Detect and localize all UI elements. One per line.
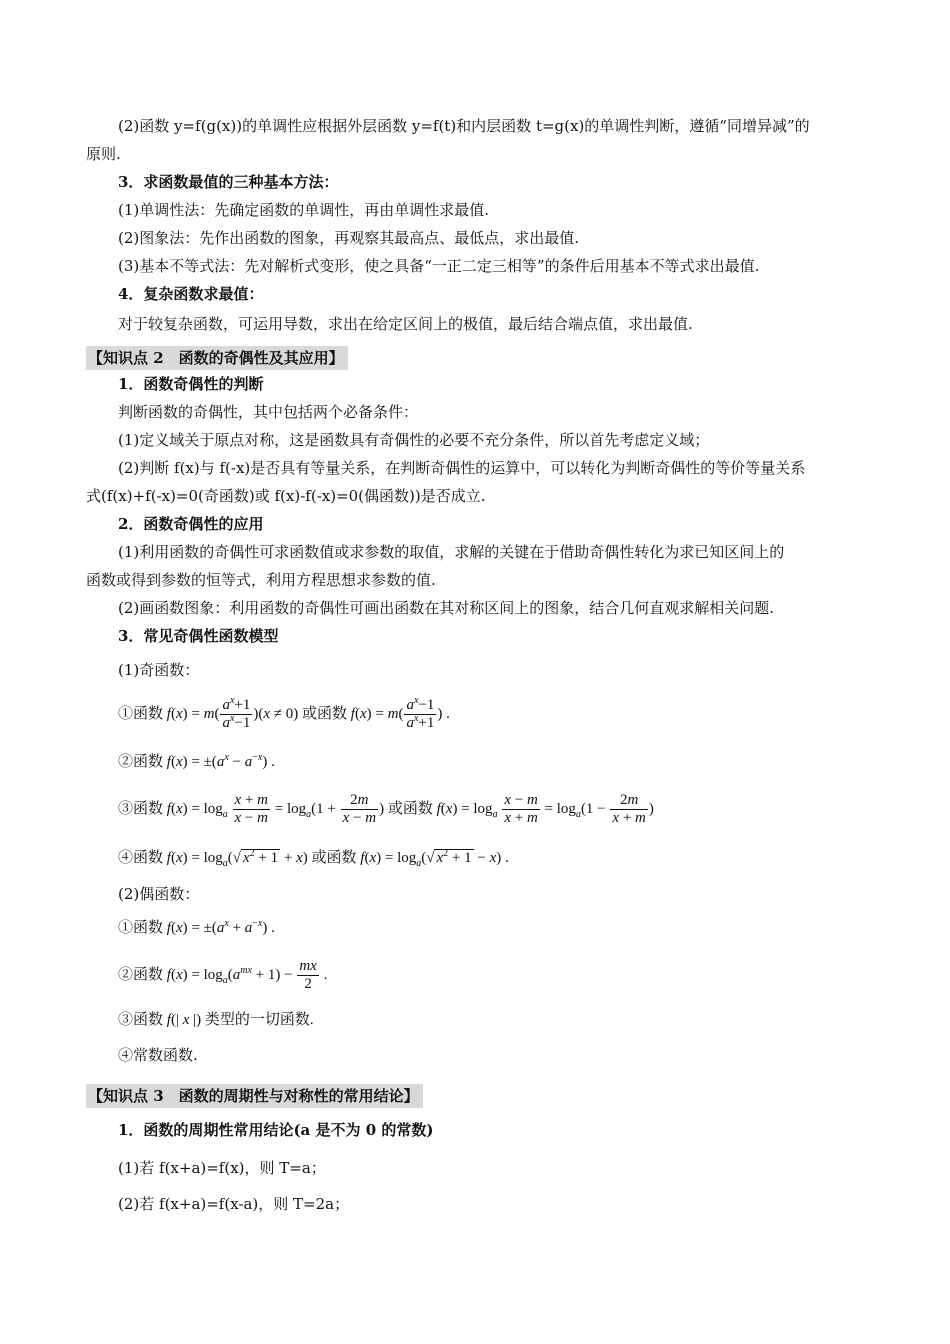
odd-formula-4: ④函数 $f(x) = \log_a(√$ $x^2 + 1 + x$) 或函数 $f(x) = \log_a(√$ $x^2 + 1 - x$) .: [118, 848, 509, 869]
parity-apply-1-cont: 函数或得到参数的恒等式，利用方程思想求参数的值.: [86, 571, 436, 589]
para-monotonic-composite-cont: 原则.: [86, 145, 121, 163]
parity-apply-1: (1)利用函数的奇偶性可求函数值或求参数的取值，求解的关键在于借助奇偶性转化为求已知区间上的: [118, 543, 785, 561]
parity-condition-2-cont: 式(f(x)+f(-x)=0(奇函数)或 f(x)-f(-x)=0(偶函数))是否成立.: [86, 487, 486, 505]
heading-parity-apply: 2．函数奇偶性的应用: [118, 515, 264, 533]
heading-periodicity: 1．函数的周期性常用结论(a 是不为 0 的常数): [118, 1121, 434, 1139]
method-monotonic: (1)单调性法：先确定函数的单调性，再由单调性求最值.: [118, 201, 490, 219]
odd-formula-3: ③函数 $f(x) = \log_a$ $\frac{x + m}{x - m}$ = $\log_a(1$ + $\frac{2m}{x - m}$ ) 或函数 $f(x) = \log_a$ $\frac{x - m}{x + m}$ = $\log_a(1$ − $\frac{2m}{x + m}$ ): [118, 792, 654, 827]
complex-max-text: 对于较复杂函数，可运用导数，求出在给定区间上的极值，最后结合端点值，求出最值.: [118, 315, 693, 333]
para-monotonic-composite: (2)函数 y=f(g(x))的单调性应根据外层函数 y=f(t)和内层函数 t=g(x)的单调性判断，遵循“同增异减”的: [118, 117, 810, 135]
even-formula-3: ③函数 f(| x |) 类型的一切函数.: [118, 1012, 314, 1028]
parity-judge-intro: 判断函数的奇偶性，其中包括两个必备条件：: [118, 403, 419, 421]
even-formula-1: ①函数 $f(x) = \pm(a^x + a^{-x})$ .: [118, 918, 275, 936]
section-title-kp3: 【知识点 3 函数的周期性与对称性的常用结论】: [86, 1084, 423, 1108]
odd-formula-2: ②函数 $f(x) = \pm(a^x - a^{-x})$ .: [118, 752, 275, 770]
parity-condition-2: (2)判断 f(x)与 f(-x)是否具有等量关系，在判断奇偶性的运算中，可以转化为判断奇偶性的等价等量关系: [118, 459, 806, 477]
odd-function-label: (1)奇函数：: [118, 661, 200, 679]
method-inequality: (3)基本不等式法：先对解析式变形，使之具备“一正二定三相等”的条件后用基本不等式求出最值.: [118, 257, 760, 275]
even-formula-2: ②函数 $f(x) = \log_a(a^{mx} + 1)$ − $\frac{mx}{2}$ .: [118, 958, 328, 993]
heading-max-methods: 3．求函数最值的三种基本方法：: [118, 173, 339, 191]
heading-parity-judge: 1．函数奇偶性的判断: [118, 375, 264, 393]
even-function-label: (2)偶函数：: [118, 885, 200, 903]
section-title-kp2: 【知识点 2 函数的奇偶性及其应用】: [86, 346, 348, 370]
heading-parity-models: 3．常见奇偶性函数模型: [118, 627, 279, 645]
heading-complex-max: 4．复杂函数求最值：: [118, 285, 264, 303]
parity-condition-1: (1)定义域关于原点对称，这是函数具有奇偶性的必要不充分条件，所以首先考虑定义域；: [118, 431, 710, 449]
parity-apply-2: (2)画函数图象：利用函数的奇偶性可画出函数在其对称区间上的图象，结合几何直观求解相关问题.: [118, 599, 775, 617]
odd-formula-1: ①函数 f(x) = m( $\frac{a^x+1}{a^x-1}$ )(x ≠ 0) 或函数 f(x) = m( $\frac{a^x-1}{a^x+1}$ ) .: [118, 695, 450, 732]
method-graph: (2)图象法：先作出函数的图象，再观察其最高点、最低点，求出最值.: [118, 229, 580, 247]
period-rule-1: (1)若 f(x+a)=f(x)，则 T=a；: [118, 1159, 326, 1177]
period-rule-2: (2)若 f(x+a)=f(x-a)，则 T=2a；: [118, 1195, 350, 1213]
even-formula-4: ④常数函数.: [118, 1046, 198, 1064]
